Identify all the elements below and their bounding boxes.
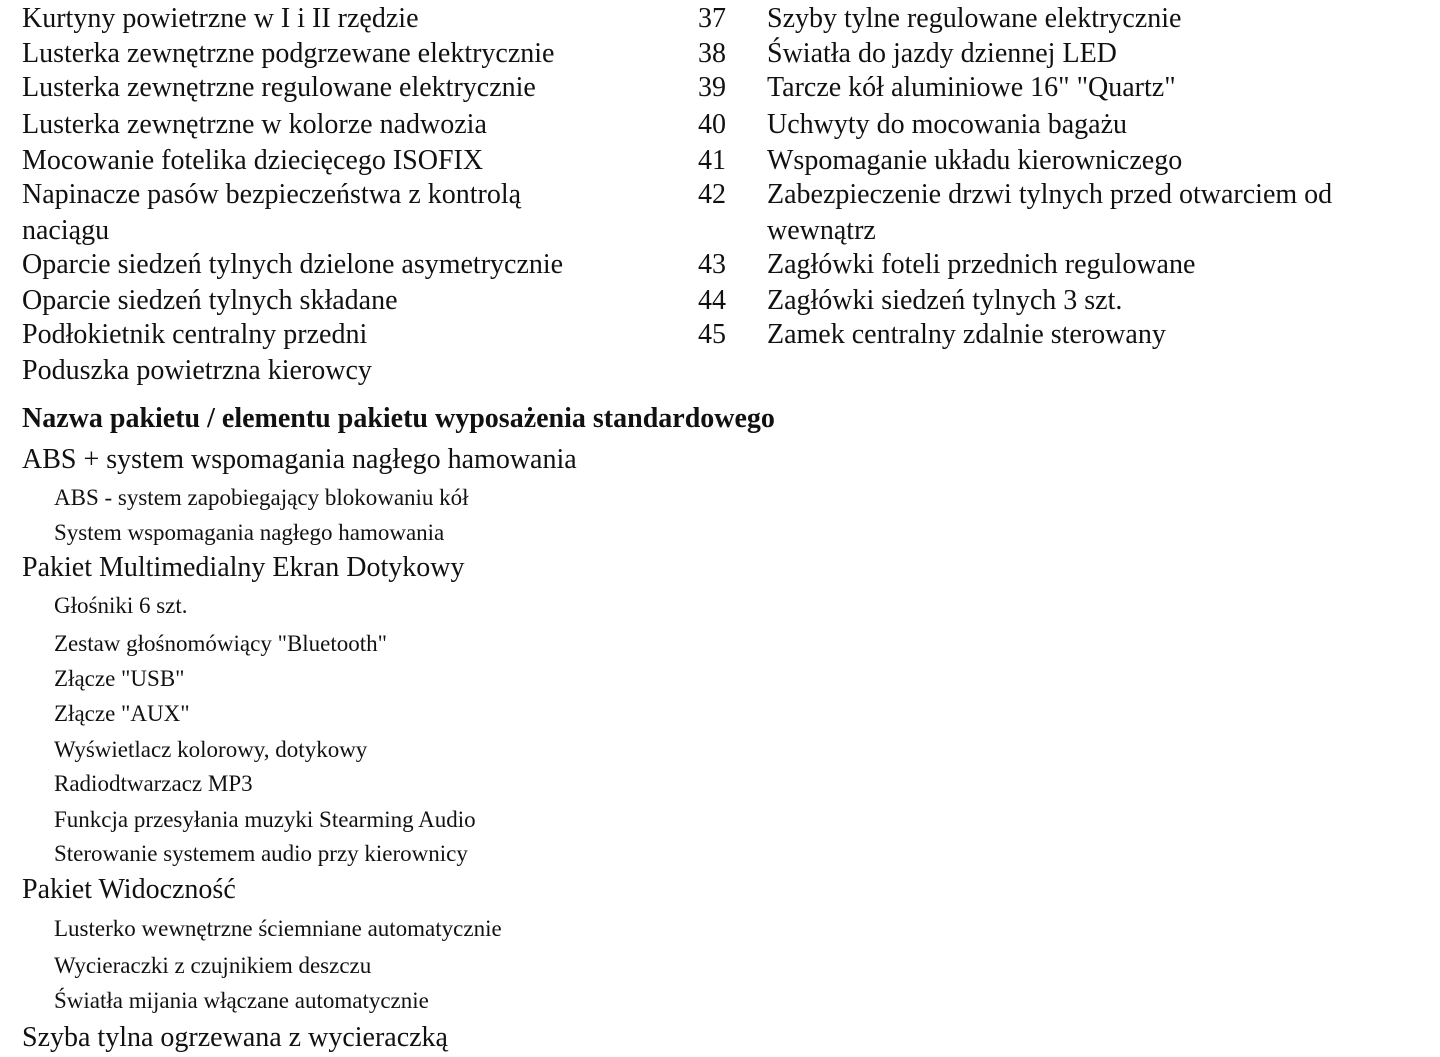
equipment-item: Szyby tylne regulowane elektrycznie bbox=[767, 3, 1182, 34]
equipment-item: Lusterka zewnętrzne w kolorze nadwozia bbox=[22, 109, 487, 140]
package-element: Radiodtwarzacz MP3 bbox=[54, 771, 253, 796]
equipment-item: Mocowanie fotelika dziecięcego ISOFIX bbox=[22, 145, 484, 176]
equipment-item: Zagłówki siedzeń tylnych 3 szt. bbox=[767, 285, 1123, 316]
item-number: 41 bbox=[698, 145, 726, 176]
package-element: Funkcja przesyłania muzyki Stearming Audio bbox=[54, 807, 476, 832]
package-element: Sterowanie systemem audio przy kierownicy bbox=[54, 841, 468, 866]
item-number: 43 bbox=[698, 249, 726, 280]
package-element: Złącze "AUX" bbox=[54, 701, 190, 726]
equipment-item: Światła do jazdy dziennej LED bbox=[767, 38, 1117, 69]
equipment-item: Oparcie siedzeń tylnych dzielone asymetrycznie bbox=[22, 249, 564, 280]
equipment-item: Poduszka powietrzna kierowcy bbox=[22, 355, 372, 386]
item-number: 45 bbox=[698, 319, 726, 350]
item-number: 37 bbox=[698, 3, 726, 34]
package-element: Zestaw głośnomówiący "Bluetooth" bbox=[54, 631, 388, 656]
equipment-item: Zagłówki foteli przednich regulowane bbox=[767, 249, 1196, 280]
item-number: 40 bbox=[698, 109, 726, 140]
package-name: Pakiet Multimedialny Ekran Dotykowy bbox=[22, 552, 465, 583]
equipment-item: Oparcie siedzeń tylnych składane bbox=[22, 285, 398, 316]
equipment-item-continuation: wewnątrz bbox=[767, 215, 876, 246]
equipment-item: Lusterka zewnętrzne podgrzewane elektrycznie bbox=[22, 38, 555, 69]
package-element: Głośniki 6 szt. bbox=[54, 593, 188, 618]
equipment-item: Wspomaganie układu kierowniczego bbox=[767, 145, 1183, 176]
item-number: 44 bbox=[698, 285, 726, 316]
package-element: Wycieraczki z czujnikiem deszczu bbox=[54, 953, 372, 978]
item-number: 38 bbox=[698, 38, 726, 69]
equipment-item: Zabezpieczenie drzwi tylnych przed otwarciem od bbox=[767, 179, 1333, 210]
equipment-item-continuation: naciągu bbox=[22, 215, 110, 246]
package-name: ABS + system wspomagania nagłego hamowania bbox=[22, 444, 577, 475]
item-number: 42 bbox=[698, 179, 726, 210]
equipment-item: Kurtyny powietrzne w I i II rzędzie bbox=[22, 3, 419, 34]
package-element: System wspomagania nagłego hamowania bbox=[54, 520, 445, 545]
section-title: Nazwa pakietu / elementu pakietu wyposażenia standardowego bbox=[22, 403, 775, 434]
equipment-item: Lusterka zewnętrzne regulowane elektrycznie bbox=[22, 72, 536, 103]
equipment-item: Tarcze kół aluminiowe 16" "Quartz" bbox=[767, 72, 1176, 103]
item-number: 39 bbox=[698, 72, 726, 103]
package-name: Pakiet Widoczność bbox=[22, 874, 236, 905]
package-element: Światła mijania włączane automatycznie bbox=[54, 988, 429, 1013]
package-element: Złącze "USB" bbox=[54, 666, 185, 691]
package-element: ABS - system zapobiegający blokowaniu kół bbox=[54, 485, 469, 510]
package-element: Lusterko wewnętrzne ściemniane automatycznie bbox=[54, 916, 502, 941]
equipment-item: Podłokietnik centralny przedni bbox=[22, 319, 368, 350]
equipment-item: Zamek centralny zdalnie sterowany bbox=[767, 319, 1166, 350]
package-name: Szyba tylna ogrzewana z wycieraczką bbox=[22, 1022, 448, 1053]
package-element: Wyświetlacz kolorowy, dotykowy bbox=[54, 737, 368, 762]
equipment-item: Napinacze pasów bezpieczeństwa z kontrolą bbox=[22, 179, 522, 210]
equipment-item: Uchwyty do mocowania bagażu bbox=[767, 109, 1127, 140]
